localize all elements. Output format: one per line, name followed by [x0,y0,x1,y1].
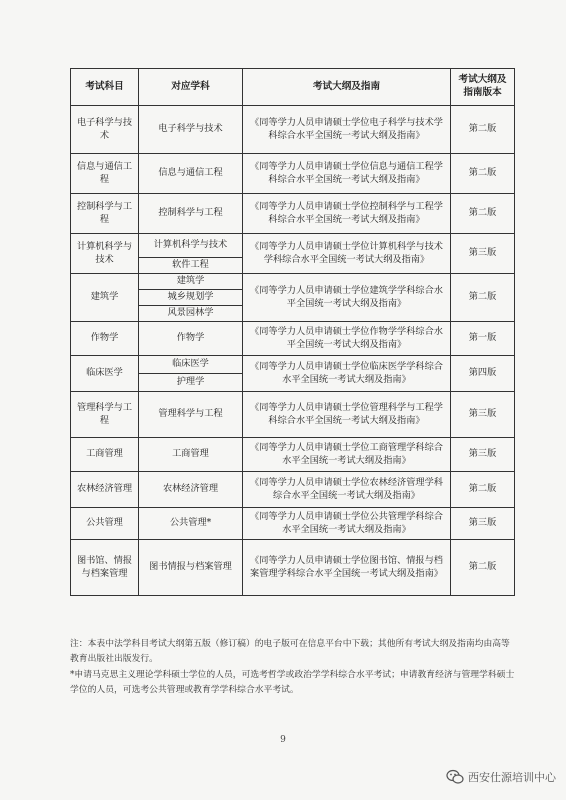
discipline-cell: 软件工程 [139,258,243,274]
table-body [71,106,515,596]
guide-cell: 《同等学力人员申请硕士学位电子科学与技术学科综合水平全国统一考试大纲及指南》 [243,106,451,154]
subject-cell: 农林经济管理 [71,472,139,508]
guide-cell: 《同等学力人员申请硕士学位临床医学学科综合水平全国统一考试大纲及指南》 [243,356,451,392]
subject-cell: 电子科学与技术 [71,106,139,154]
guide-cell: 《同等学力人员申请硕士学位农林经济管理学科综合水平全国统一考试大纲及指南》 [243,472,451,508]
guide-cell: 《同等学力人员申请硕士学位控制科学与工程学科综合水平全国统一考试大纲及指南》 [243,194,451,234]
watermark [446,768,556,786]
discipline-cell: 作物学 [139,322,243,356]
version-cell: 第二版 [451,472,515,508]
subject-cell: 临床医学 [71,356,139,392]
version-cell: 第二版 [451,540,515,596]
version-cell: 第四版 [451,356,515,392]
guide-cell: 《同等学力人员申请硕士学位图书馆、情报与档案管理学科综合水平全国统一考试大纲及指南》 [243,540,451,596]
version-cell: 第一版 [451,322,515,356]
version-cell: 第三版 [451,508,515,540]
table-row [71,508,515,540]
discipline-cell: 图书情报与档案管理 [139,540,243,596]
subject-cell: 公共管理 [71,508,139,540]
table-row [71,540,515,596]
table-row [71,154,515,194]
version-cell: 第二版 [451,274,515,322]
table-row [71,472,515,508]
table-row [71,356,515,374]
guide-cell: 《同等学力人员申请硕士学位工商管理学科综合水平全国统一考试大纲及指南》 [243,438,451,472]
guide-cell: 《同等学力人员申请硕士学位管理科学与工程学科综合水平全国统一考试大纲及指南》 [243,392,451,438]
header-subject: 考试科目 [71,69,139,106]
subject-cell: 信息与通信工程 [71,154,139,194]
subject-cell: 作物学 [71,322,139,356]
discipline-cell: 工商管理 [139,438,243,472]
discipline-cell: 建筑学 [139,274,243,290]
discipline-cell: 控制科学与工程 [139,194,243,234]
version-cell: 第二版 [451,154,515,194]
table-row [71,322,515,356]
subject-cell: 计算机科学与技术 [71,234,139,274]
table-row [71,438,515,472]
watermark-text: 西安仕源培训中心 [468,771,556,784]
table-header-row [71,69,515,106]
version-cell: 第三版 [451,438,515,472]
guide-cell: 《同等学力人员申请硕士学位信息与通信工程学科综合水平全国统一考试大纲及指南》 [243,154,451,194]
table-row [71,234,515,258]
subject-cell: 管理科学与工程 [71,392,139,438]
discipline-cell: 计算机科学与技术 [139,234,243,258]
discipline-cell: 管理科学与工程 [139,392,243,438]
version-cell: 第二版 [451,106,515,154]
header-guide: 考试大纲及指南 [243,69,451,106]
header-discipline: 对应学科 [139,69,243,106]
version-cell: 第二版 [451,194,515,234]
header-version: 考试大纲及指南版本 [451,69,515,106]
guide-cell: 《同等学力人员申请硕士学位公共管理学科综合水平全国统一考试大纲及指南》 [243,508,451,540]
guide-cell: 《同等学力人员申请硕士学位作物学学科综合水平全国统一考试大纲及指南》 [243,322,451,356]
discipline-cell: 农林经济管理 [139,472,243,508]
guide-cell: 《同等学力人员申请硕士学位计算机科学与技术学科综合水平全国统一考试大纲及指南》 [243,234,451,274]
discipline-cell: 护理学 [139,374,243,392]
discipline-cell: 风景园林学 [139,306,243,322]
table-row [71,392,515,438]
subject-cell: 建筑学 [71,274,139,322]
exam-table [70,68,515,596]
table-row [71,274,515,290]
subject-cell: 图书馆、情报与档案管理 [71,540,139,596]
subject-cell: 工商管理 [71,438,139,472]
page-number: 9 [280,735,286,745]
discipline-cell: 临床医学 [139,356,243,374]
table-row [71,106,515,154]
discipline-cell: 公共管理* [139,508,243,540]
subject-cell: 控制科学与工程 [71,194,139,234]
guide-cell: 《同等学力人员申请硕士学位建筑学学科综合水平全国统一考试大纲及指南》 [243,274,451,322]
discipline-cell: 城乡规划学 [139,290,243,306]
discipline-cell: 信息与通信工程 [139,154,243,194]
footnote-2: *申请马克思主义理论学科硕士学位的人员，可选考哲学或政治学学科综合水平考试；申请教育经济与管理学科硕士学位的人员，可选考公共管理或教育学学科综合水平考试。 [70,669,515,696]
footnote-1: 注：本表中法学科目考试大纲第五版（修订稿）的电子版可在信息平台中下载；其他所有考试大纲及指南均由高等教育出版社出版发行。 [70,639,510,665]
table-row [71,194,515,234]
version-cell: 第三版 [451,392,515,438]
wechat-icon [446,768,464,786]
discipline-cell: 电子科学与技术 [139,106,243,154]
footnotes [70,637,518,699]
version-cell: 第三版 [451,234,515,274]
